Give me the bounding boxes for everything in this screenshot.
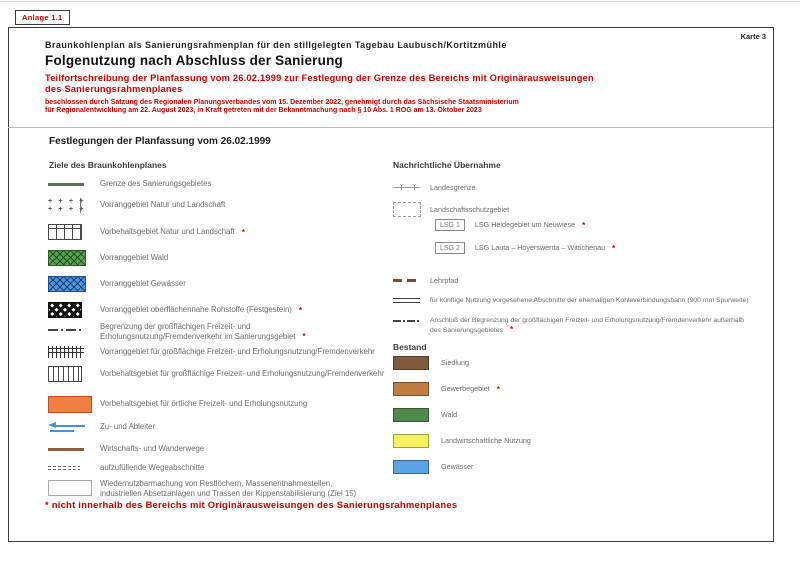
landesgrenze-line-icon xyxy=(393,185,420,190)
legend-label: Siedlung xyxy=(441,358,469,368)
anlage-tab: Anlage 1.1 xyxy=(15,10,70,25)
legend-label: Wiedernutzbarmachung von Restlöchern, Massenentnahmestellen, industriellen Absetzanlagen und Trassen der Kippenstabilisierung (Ziel 15) xyxy=(100,479,357,499)
subtitle-line-1: Teilfortschreibung der Planfassung vom 26.02.1999 zur Festlegung der Grenze des Bereichs mit Originärausweisungen xyxy=(45,73,594,83)
wald-crosshatch-icon xyxy=(48,250,86,266)
legend-item-wegeabschnitte xyxy=(48,463,204,473)
legend-label: LSG Heidegebiet um Neuwiese xyxy=(474,220,576,230)
blue-arrow-icon xyxy=(48,422,86,433)
dashed-outline-box-icon xyxy=(393,202,421,217)
legend-item-vorbehalt-oertliche-freizeit xyxy=(48,396,307,413)
section-title: Festlegungen der Planfassung vom 26.02.1999 xyxy=(49,136,271,147)
legend-item-vorrang-gewaesser xyxy=(48,276,186,292)
legend-item-wald-bestand xyxy=(393,408,457,422)
vertical-lines-box-icon xyxy=(48,366,82,382)
legend-item-begrenzung-freizeit xyxy=(48,322,315,343)
orange-area-icon xyxy=(48,396,92,413)
brown-line-icon xyxy=(48,448,84,451)
legend-label: Wirtschafts- und Wanderwege xyxy=(100,444,205,453)
fine-dashed-line-icon xyxy=(48,466,80,470)
legend-label: Landschaftsschutzgebiet xyxy=(430,204,510,214)
cross-box-pattern-icon xyxy=(48,224,82,240)
wald-swatch-icon xyxy=(393,408,429,422)
decree-line-1: beschlossen durch Satzung des Regionalen Planungsverbandes vom 15. Dezember 2022, genehmigt durch das Sächsische Staatsministerium xyxy=(45,99,519,106)
sanierungsgebiet-boundary-icon xyxy=(48,183,84,186)
legend-item-vorrang-freizeit xyxy=(48,346,375,358)
bestand-heading: Bestand xyxy=(393,342,427,352)
legend-item-anschluss-begrenzung xyxy=(393,316,788,336)
right-column-heading: Nachrichtliche Übernahme xyxy=(393,160,501,170)
legend-label: für künftige Nutzung vorgesehene Abschnitte der ehemaligen Kohleverbindungsbahn (900 mm Spurweite) xyxy=(430,297,749,304)
legend-item-vorbehalt-natur-landschaft xyxy=(48,224,245,240)
legend-item-wirtschaftswege xyxy=(48,444,204,454)
legend-item-siedlung xyxy=(393,356,469,370)
legend-label: Zu- und Ableiter xyxy=(100,422,156,432)
decree-line-2: für Regionalentwicklung am 22. August 2023, in Kraft getreten mit der Bekanntmachung nach § 10 Abs. 1 ROG am 13. Oktober 2023 xyxy=(45,107,482,115)
dark-dash-dot-line-icon xyxy=(393,320,420,322)
legend-label: Vorbehaltsgebiet für großflächige Freizeit- und Erholungsnutzung/Fremdenverkehr xyxy=(100,368,385,378)
scan-edge-line xyxy=(0,1,800,2)
legend-label: Anschluß der Begrenzung der großflächigen Freizeit- und Erholungsnutzung/Fremdenverkehr außerhalb des Sanierungsgebietes * xyxy=(430,317,744,335)
white-box-icon xyxy=(48,480,92,496)
footnote: * nicht innerhalb des Bereichs mit Originärausweisungen des Sanierungsrahmenplanes xyxy=(45,500,458,511)
asterisk-marker: * xyxy=(612,243,616,253)
legend-item-lsg-1 xyxy=(435,219,585,231)
legend-item-vorrang-wald xyxy=(48,250,168,266)
legend-item-zu-und-ableiter xyxy=(48,422,155,433)
legend-item-wiedernutzbarmachung xyxy=(48,479,400,499)
gewaesser-swatch-icon xyxy=(393,460,429,474)
legend-label: Gewässer xyxy=(441,462,474,472)
plus-pattern-icon xyxy=(48,198,81,213)
landwirtschaft-swatch-icon xyxy=(393,434,429,448)
plan-supertitle: Braunkohlenplan als Sanierungsrahmenplan für den stillgelegten Tagebau Laubusch/Kortitzmühle xyxy=(45,40,507,50)
legend-label: Vorranggebiet für großflächige Freizeit- und Erholungsnutzung/Fremdenverkehr xyxy=(100,346,375,356)
legend-label: Wald xyxy=(441,410,458,420)
rohstoffe-pattern-icon xyxy=(48,302,82,318)
asterisk-marker: * xyxy=(496,384,500,394)
decree-note xyxy=(45,99,519,116)
header-divider xyxy=(8,127,773,128)
legend-item-kohleverbindungsbahn xyxy=(393,296,749,305)
legend-label: Vorranggebiet Wald xyxy=(100,252,169,262)
asterisk-marker: * xyxy=(302,332,306,342)
asterisk-marker: * xyxy=(509,325,514,335)
legend-item-lehrpfad xyxy=(393,276,458,285)
legend-label: Vorranggebiet Gewässer xyxy=(100,278,186,288)
plan-subtitle xyxy=(45,73,594,95)
lsg-2-box: LSG 2 xyxy=(435,242,465,254)
legend-label: LSG Lauta – Hoyerswerda – Wittichenau xyxy=(474,243,606,253)
legend-item-lsg-2 xyxy=(435,242,615,254)
legend-item-vorbehalt-freizeit xyxy=(48,366,384,382)
legend-label: Vorbehaltsgebiet für örtliche Freizeit- und Erholungsnutzung xyxy=(100,399,308,409)
left-column-heading: Ziele des Braunkohlenplanes xyxy=(49,160,167,170)
railway-double-line-icon xyxy=(393,298,420,303)
lehrpfad-dashed-line-icon xyxy=(393,279,420,282)
legend-item-gewerbegebiet xyxy=(393,382,500,396)
karte-label: Karte 3 xyxy=(740,32,766,41)
legend-item-landschaftsschutzgebiet xyxy=(393,202,509,217)
siedlung-swatch-icon xyxy=(393,356,429,370)
fence-pattern-icon xyxy=(48,346,84,358)
legend-label: Vorbehaltsgebiet Natur und Landschaft xyxy=(100,226,235,236)
legend-item-vorrang-rohstoffe xyxy=(48,302,302,318)
legend-label: Lehrpfad xyxy=(430,276,459,285)
legend-label: Begrenzung der großflächigen Freizeit- und Erholungsnutzung/Fremdenverkehr im Sanierungsgebiet * xyxy=(100,322,306,342)
gewaesser-crosshatch-icon xyxy=(48,276,86,292)
legend-label: Landesgrenze xyxy=(430,183,476,192)
asterisk-marker: * xyxy=(582,220,586,230)
lsg-1-box: LSG 1 xyxy=(435,219,465,231)
legend-label: Vorranggebiet oberflächennahe Rohstoffe (Festgestein) xyxy=(100,304,292,314)
legend-label: Grenze des Sanierungsgebietes xyxy=(100,179,212,188)
legend-label: Gewerbegebiet xyxy=(441,384,490,394)
legend-item-vorrang-natur-landschaft xyxy=(48,198,225,213)
legend-item-gewaesser-bestand xyxy=(393,460,473,474)
legend-item-grenze-sanierungsgebiet xyxy=(48,179,211,189)
subtitle-line-2: des Sanierungsrahmenplanes xyxy=(45,83,183,94)
legend-label: Vorranggebiet Natur und Landschaft xyxy=(100,200,226,210)
legend-item-landwirtschaft xyxy=(393,434,531,448)
gewerbegebiet-swatch-icon xyxy=(393,382,429,396)
legend-label: aufzufüllende Wegeabschnitte xyxy=(100,463,205,472)
legend-label: Landwirtschaftliche Nutzung xyxy=(441,436,531,446)
page-title: Folgenutzung nach Abschluss der Sanierung xyxy=(45,53,343,68)
asterisk-marker: * xyxy=(298,305,302,315)
legend-item-landesgrenze xyxy=(393,183,476,192)
dash-dot-line-icon xyxy=(48,329,84,331)
asterisk-marker: * xyxy=(241,227,245,237)
